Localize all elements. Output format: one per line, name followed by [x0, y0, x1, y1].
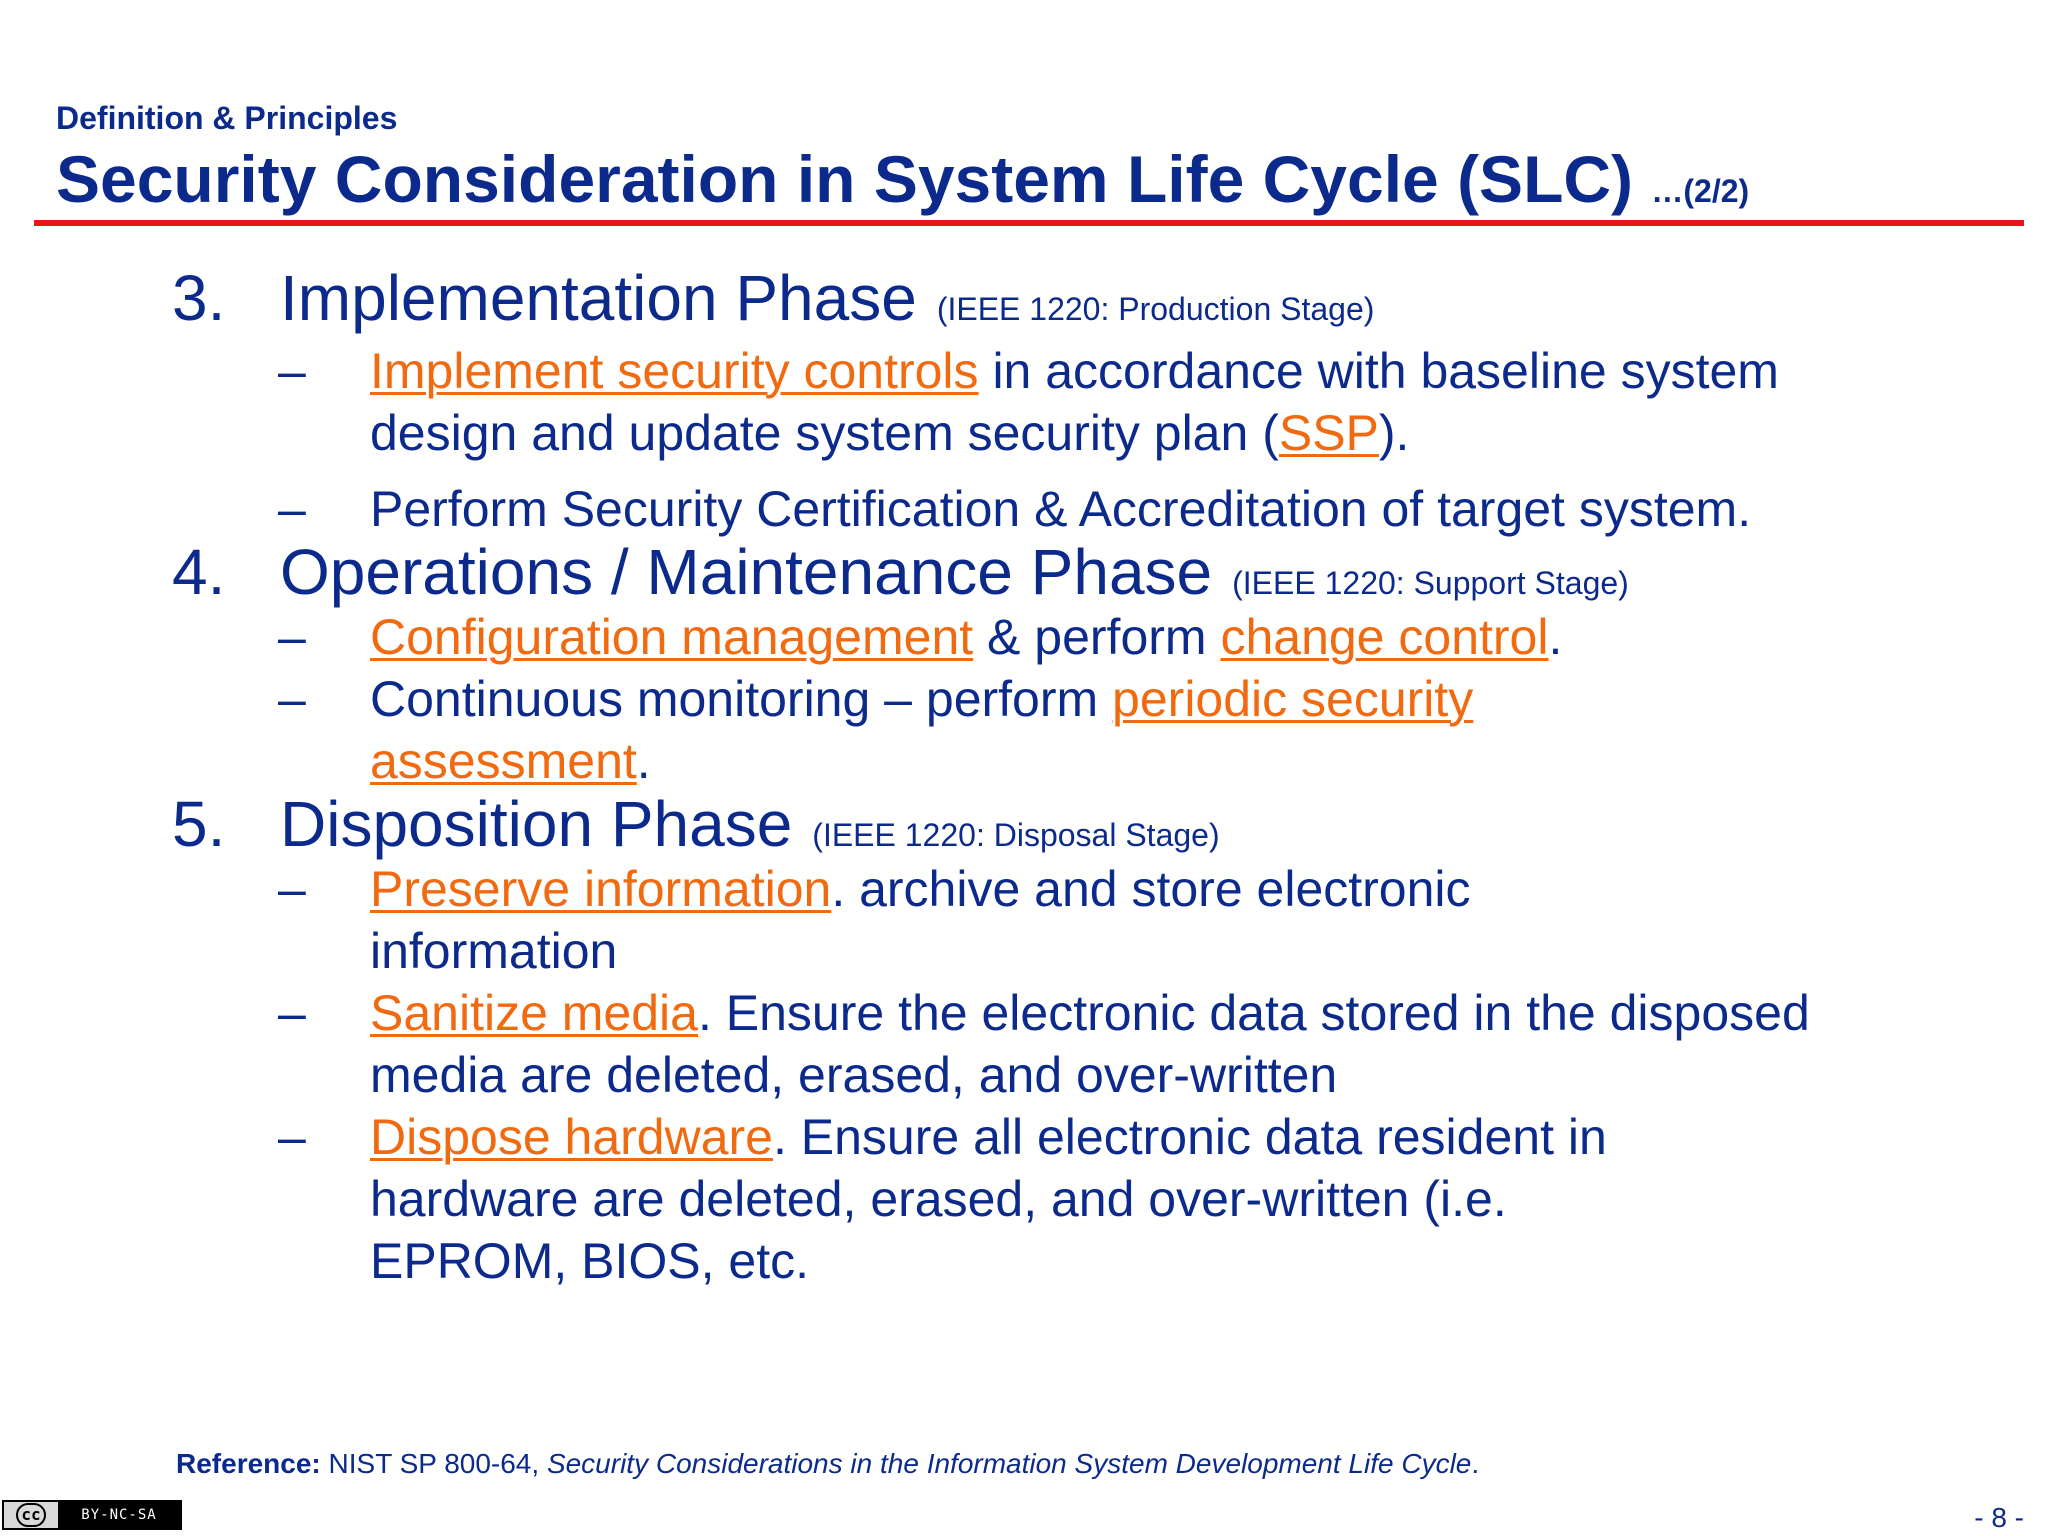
- phase-heading: [172, 262, 1832, 334]
- reference-title: Security Considerations in the Information System Development Life Cycle: [546, 1448, 1472, 1479]
- phase-item: [172, 536, 1832, 792]
- bullet-dash: –: [278, 671, 306, 727]
- bullet-text-part: & perform: [973, 609, 1221, 665]
- bullet-text: [370, 668, 1610, 792]
- phase-stage: (IEEE 1220: Production Stage): [936, 291, 1375, 327]
- phase-number: 5.: [172, 788, 226, 860]
- phase-list: [172, 262, 1832, 1292]
- bullet-dash: –: [278, 481, 306, 537]
- bullet-text-part: Continuous monitoring – perform: [370, 671, 1113, 727]
- bullet-text-part: . Ensure the electronic data stored in the disposed media are deleted, erased, and over-written: [370, 985, 1810, 1103]
- highlight-text: periodic security assessment: [370, 671, 1474, 789]
- bullet-dash: –: [278, 609, 306, 665]
- phase-heading: [172, 536, 1832, 608]
- reference-end: .: [1471, 1448, 1480, 1479]
- bullet-text-part: . Ensure all electronic data resident in hardware are deleted, erased, and over-written (i.e. EPROM, BIOS, etc.: [370, 1109, 1607, 1289]
- bullet-text: [370, 340, 1832, 464]
- bullet-item: [172, 340, 1832, 464]
- license-badge[interactable]: [2, 1500, 182, 1530]
- bullet-text: [370, 1106, 1710, 1292]
- highlight-text: Dispose hardware: [370, 1109, 773, 1165]
- highlight-text: Sanitize media: [370, 985, 698, 1041]
- bullet-text-part: .: [1548, 609, 1563, 665]
- page-number: - 8 -: [1974, 1502, 2024, 1533]
- bullet-dash: –: [278, 985, 306, 1041]
- bullet-dash: –: [278, 861, 306, 917]
- phase-stage: (IEEE 1220: Disposal Stage): [812, 817, 1220, 853]
- phase-bullets: [172, 340, 1832, 540]
- slide-title-suffix: …(2/2): [1651, 173, 1750, 209]
- bullet-item: [172, 982, 1832, 1106]
- highlight-text: change control: [1220, 609, 1549, 665]
- phase-name: Operations / Maintenance Phase: [280, 536, 1213, 608]
- highlight-text: Preserve information: [370, 861, 832, 917]
- bullet-item: [172, 858, 1832, 982]
- bullet-text-part: .: [636, 733, 651, 789]
- reference-source: NIST SP 800-64,: [320, 1448, 547, 1479]
- phase-number: 3.: [172, 262, 226, 334]
- bullet-text: [370, 606, 1832, 668]
- highlight-text: Implement security controls: [370, 343, 979, 399]
- highlight-text: SSP: [1278, 405, 1379, 461]
- bullet-dash: –: [278, 1109, 306, 1165]
- bullet-text-part: in accordance with baseline system design and update system security plan (: [370, 343, 1779, 461]
- bullet-item: [172, 1106, 1832, 1292]
- phase-bullets: [172, 606, 1832, 792]
- cc-icon: [4, 1502, 58, 1528]
- phase-bullets: [172, 858, 1832, 1292]
- bullet-item: [172, 606, 1832, 668]
- cc-icon-text: cc: [16, 1503, 45, 1527]
- title-divider: [34, 220, 2024, 226]
- slide-title-text: Security Consideration in System Life Cycle (SLC): [56, 142, 1634, 216]
- phase-item: [172, 262, 1832, 540]
- bullet-text: [370, 982, 1832, 1106]
- bullet-item: [172, 668, 1832, 792]
- bullet-text: [370, 478, 1832, 540]
- bullet-text: [370, 858, 1670, 982]
- phase-item: [172, 788, 1832, 1292]
- bullet-text-part: ).: [1378, 405, 1410, 461]
- slide-title: [56, 142, 1749, 218]
- bullet-dash: –: [278, 343, 306, 399]
- phase-name: Implementation Phase: [280, 262, 917, 334]
- section-label: Definition & Principles: [56, 100, 398, 136]
- bullet-item: [172, 478, 1832, 540]
- license-text: BY-NC-SA: [81, 1507, 157, 1523]
- phase-number: 4.: [172, 536, 226, 608]
- phase-heading: [172, 788, 1832, 860]
- bullet-text-part: Perform Security Certification & Accreditation of target system.: [370, 481, 1752, 537]
- bullet-text-part: . archive and store electronic information: [370, 861, 1471, 979]
- phase-name: Disposition Phase: [280, 788, 793, 860]
- phase-stage: (IEEE 1220: Support Stage): [1232, 565, 1629, 601]
- reference-label: Reference:: [176, 1448, 321, 1479]
- highlight-text: Configuration management: [370, 609, 974, 665]
- reference-note: [176, 1448, 1479, 1480]
